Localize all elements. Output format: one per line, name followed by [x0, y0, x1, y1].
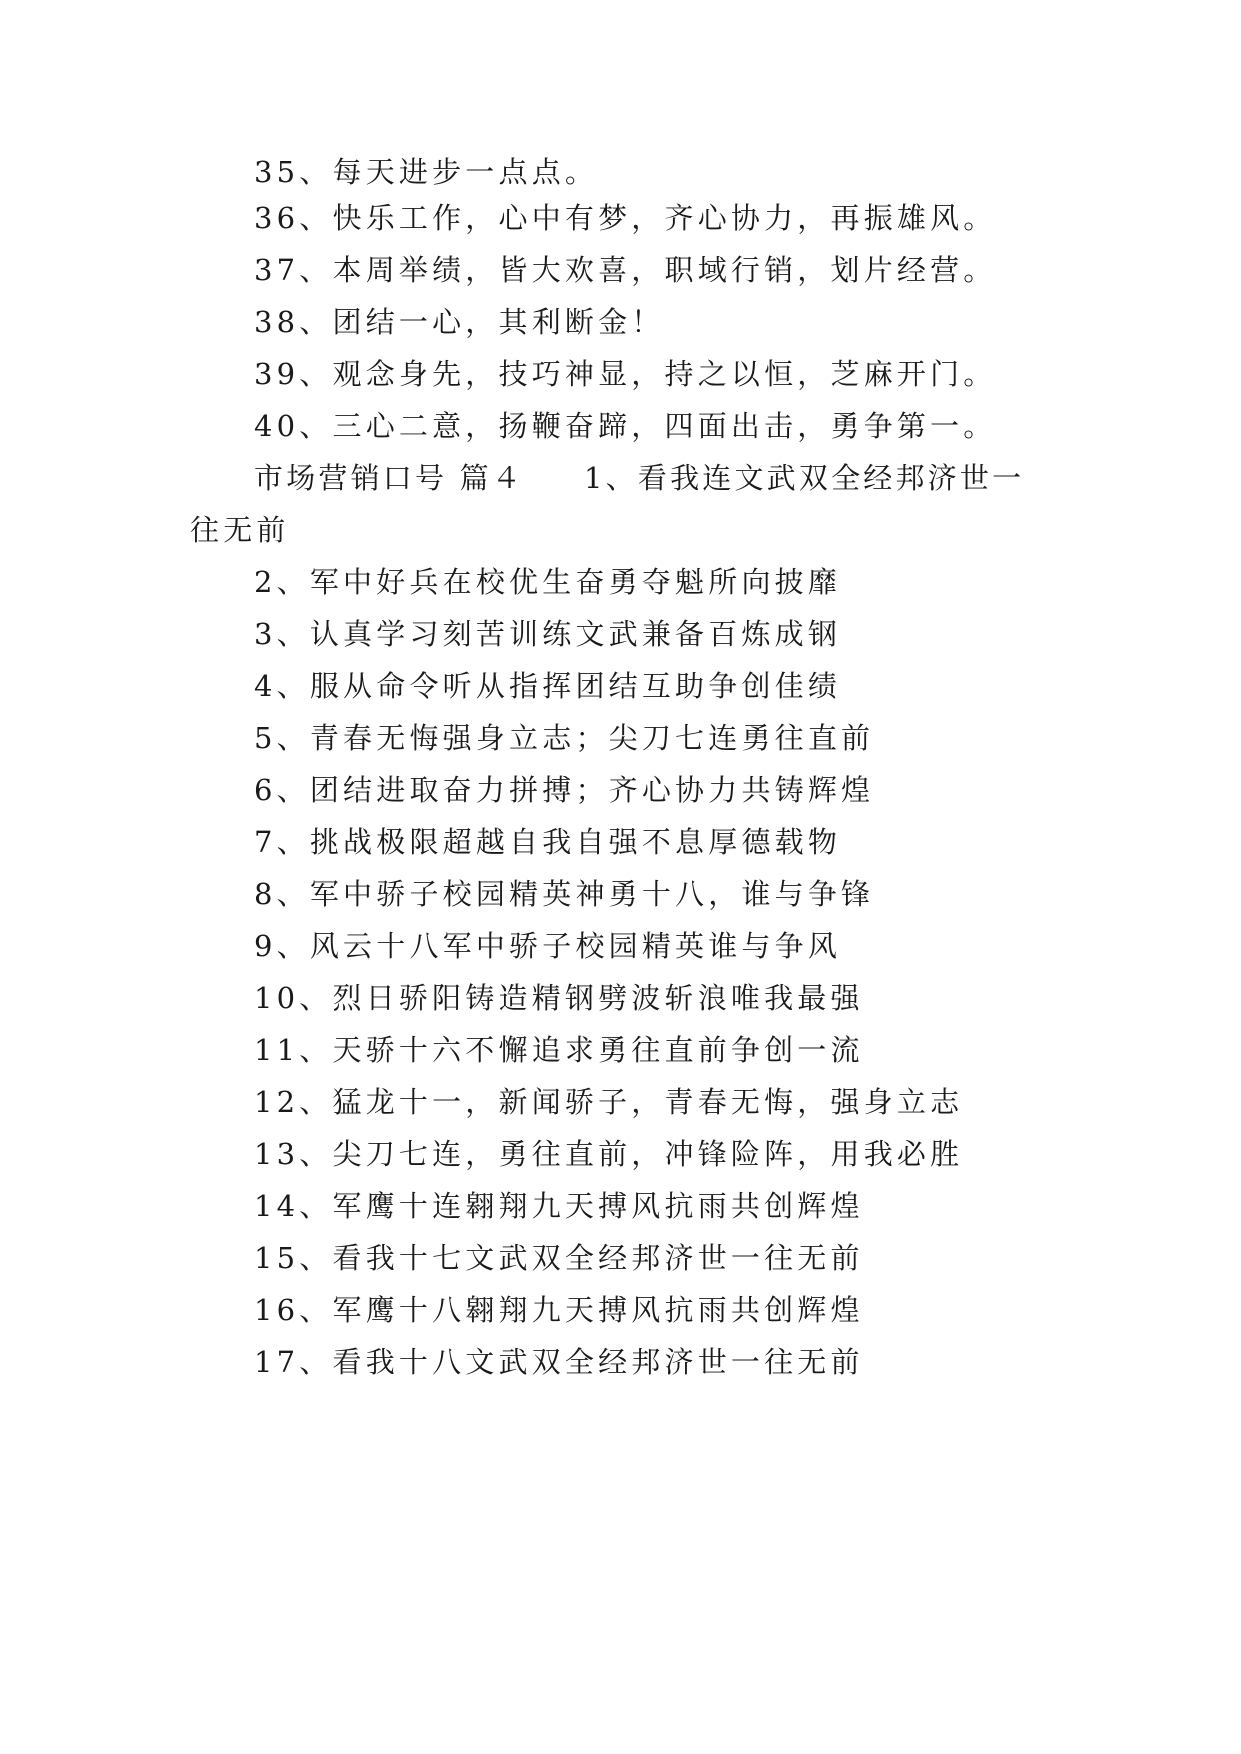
slogan-line-4: 4、服从命令听从指挥团结互助争创佳绩 — [254, 669, 842, 703]
slogan-line-14: 14、军鹰十连翱翔九天搏风抗雨共创辉煌 — [254, 1189, 864, 1223]
slogan-line-16: 16、军鹰十八翱翔九天搏风抗雨共创辉煌 — [254, 1293, 864, 1327]
slogan-line-8: 8、军中骄子校园精英神勇十八，谁与争锋 — [254, 877, 875, 911]
section-first-item-start: 1、看我连文武双全经邦济世一 — [584, 461, 1025, 495]
section-first-item-end: 往无前 — [190, 513, 290, 547]
slogan-line-17: 17、看我十八文武双全经邦济世一往无前 — [254, 1345, 864, 1379]
slogan-line-9: 9、风云十八军中骄子校园精英谁与争风 — [254, 929, 842, 963]
slogan-line-13: 13、尖刀七连，勇往直前，冲锋险阵，用我必胜 — [254, 1137, 964, 1171]
slogan-line-15: 15、看我十七文武双全经邦济世一往无前 — [254, 1241, 864, 1275]
slogan-line-10: 10、烈日骄阳铸造精钢劈波斩浪唯我最强 — [254, 981, 864, 1015]
slogan-line-39: 39、观念身先，技巧神显，持之以恒，芝麻开门。 — [254, 357, 997, 391]
slogan-line-2: 2、军中好兵在校优生奋勇夺魁所向披靡 — [254, 565, 842, 599]
slogan-line-5: 5、青春无悔强身立志；尖刀七连勇往直前 — [254, 721, 875, 755]
slogan-line-7: 7、挑战极限超越自我自强不息厚德载物 — [254, 825, 842, 859]
slogan-line-11: 11、天骄十六不懈追求勇往直前争创一流 — [254, 1033, 864, 1067]
slogan-line-38: 38、团结一心，其利断金！ — [254, 305, 665, 339]
section-heading: 市场营销口号 篇４ — [254, 461, 525, 495]
slogan-line-35: 35、每天进步一点点。 — [254, 155, 599, 189]
slogan-line-6: 6、团结进取奋力拼搏；齐心协力共铸辉煌 — [254, 773, 875, 807]
slogan-line-37: 37、本周举绩，皆大欢喜，职域行销，划片经营。 — [254, 253, 997, 287]
slogan-line-36: 36、快乐工作，心中有梦，齐心协力，再振雄风。 — [254, 201, 997, 235]
slogan-line-3: 3、认真学习刻苦训练文武兼备百炼成钢 — [254, 617, 842, 651]
slogan-line-12: 12、猛龙十一，新闻骄子，青春无悔，强身立志 — [254, 1085, 964, 1119]
section-heading-line — [254, 461, 1025, 495]
slogan-line-40: 40、三心二意，扬鞭奋蹄，四面出击，勇争第一。 — [254, 409, 997, 443]
